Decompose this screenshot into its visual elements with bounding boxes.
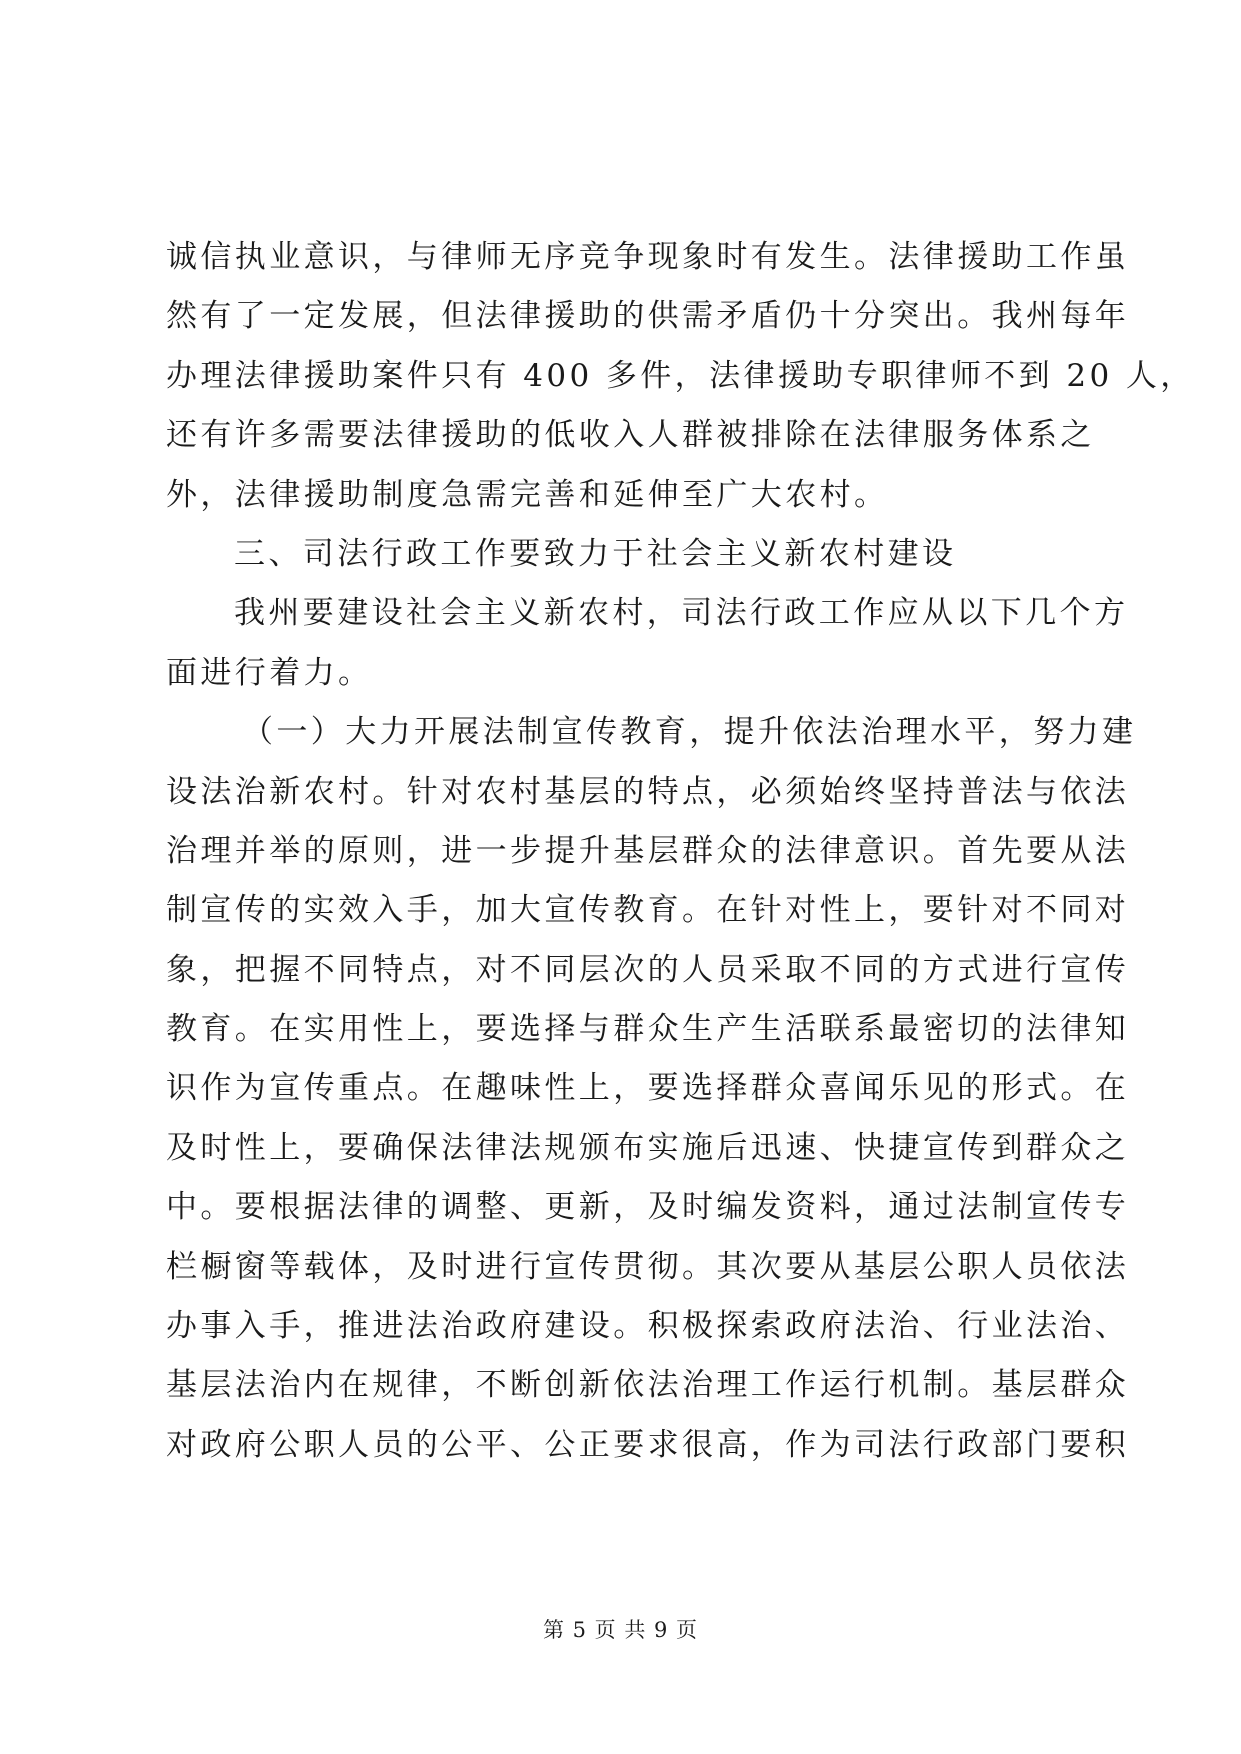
text-line: 基层法治内在规律，不断创新依法治理工作运行机制。基层群众: [166, 1367, 1130, 1404]
text-line: 还有许多需要法律援助的低收入人群被排除在法律服务体系之: [166, 417, 1095, 454]
text-line: 设法治新农村。针对农村基层的特点，必须始终坚持普法与依法: [166, 773, 1130, 810]
text-line: 教育。在实用性上，要选择与群众生产生活联系最密切的法律知: [166, 1011, 1130, 1048]
text-line: 然有了一定发展，但法律援助的供需矛盾仍十分突出。我州每年: [166, 298, 1130, 335]
text-line: 栏橱窗等载体，及时进行宣传贯彻。其次要从基层公职人员依法: [166, 1248, 1130, 1285]
text-line: 我州要建设社会主义新农村，司法行政工作应从以下几个方: [234, 595, 1129, 632]
text-line: 办理法律援助案件只有 400 多件，法律援助专职律师不到 20 人，: [166, 357, 1195, 394]
text-line: 办事入手，推进法治政府建设。积极探索政府法治、行业法治、: [166, 1308, 1130, 1345]
text-line: 面进行着力。: [166, 654, 373, 691]
text-line: 外，法律援助制度急需完善和延伸至广大农村。: [166, 476, 889, 513]
section-heading: 三、司法行政工作要致力于社会主义新农村建设: [234, 535, 957, 572]
text-line: 及时性上，要确保法律法规颁布实施后迅速、快捷宣传到群众之: [166, 1129, 1130, 1166]
text-line: 中。要根据法律的调整、更新，及时编发资料，通过法制宣传专: [166, 1189, 1130, 1226]
text-line: 识作为宣传重点。在趣味性上，要选择群众喜闻乐见的形式。在: [166, 1070, 1130, 1107]
text-line: 制宣传的实效入手，加大宣传教育。在针对性上，要针对不同对: [166, 892, 1130, 929]
page-number-footer: 第 5 页 共 9 页: [542, 1618, 699, 1642]
text-line: 诚信执业意识，与律师无序竞争现象时有发生。法律援助工作虽: [166, 239, 1130, 275]
body-text: [166, 228, 1195, 1475]
text-line: 象，把握不同特点，对不同层次的人员采取不同的方式进行宣传: [166, 951, 1130, 988]
text-line: 对政府公职人员的公平、公正要求很高，作为司法行政部门要积: [166, 1426, 1130, 1463]
subsection-heading: （一）大力开展法制宣传教育，提升依法治理水平，努力建: [242, 714, 1137, 751]
text-line: 治理并举的原则，进一步提升基层群众的法律意识。首先要从法: [166, 832, 1130, 869]
